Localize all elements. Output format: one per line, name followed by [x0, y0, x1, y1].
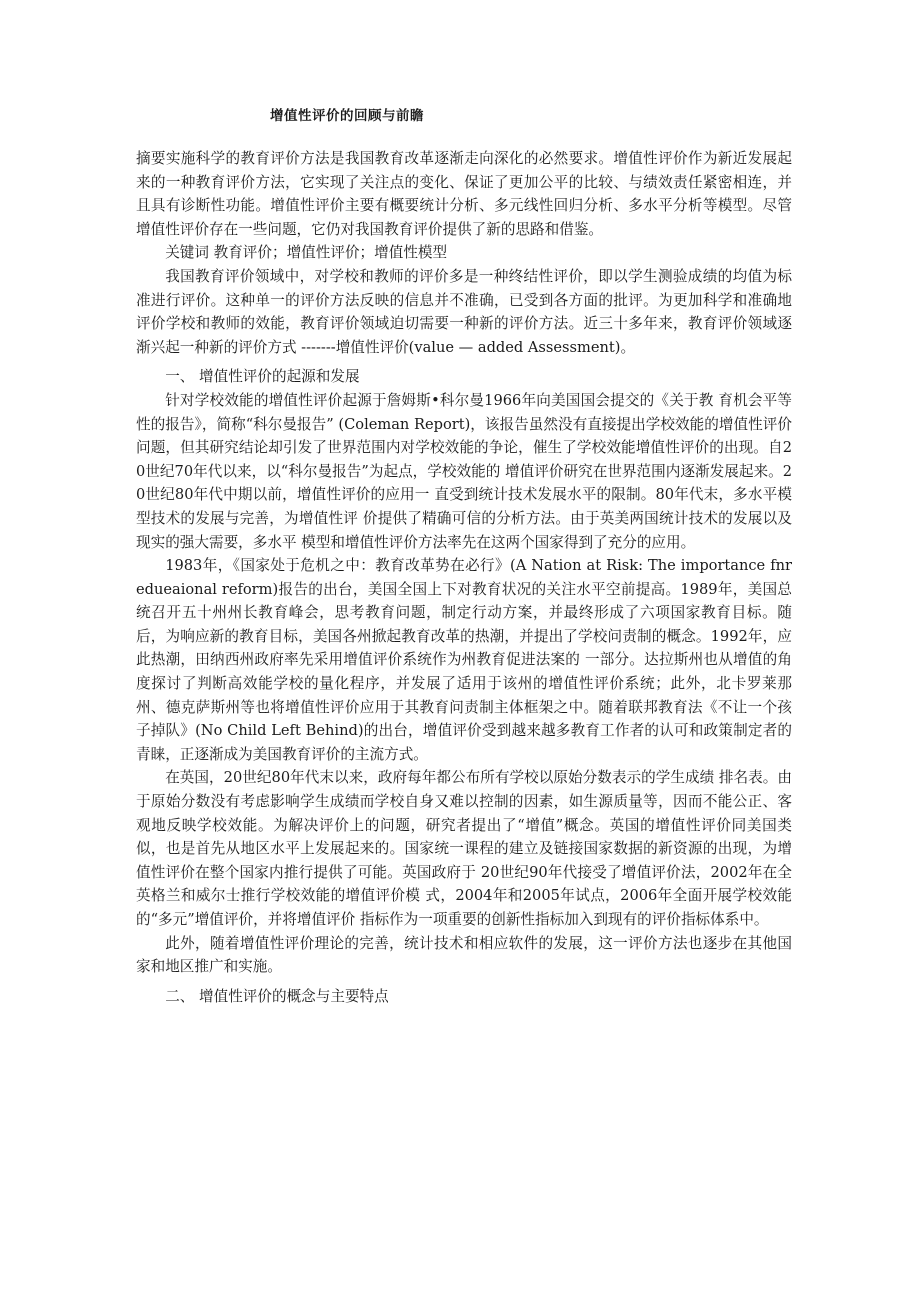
document-body [136, 147, 792, 1008]
keywords-paragraph: 关键词 教育评价；增值性评价；增值性模型 [165, 244, 448, 262]
origin-paragraph: 针对学校效能的增值性评价起源于詹姆斯•科尔曼1966年向美国国会提交的《关于教 育机会平等性的报告》，简称“科尔曼报告” (Coleman Report)，该报告虽然没有直接提出学校效能的增值性评价问题，但其研究结论却引发了世界范围内对学校效能的争论，催生了学校效能增值性评价的出现。自20世纪70年代以来，以“科尔曼报告”为起点，学校效能的 增值评价研究在世界范围内逐渐发展起来。20世纪80年代中期以前，增值性评价的应用一 直受到统计技术发展水平的限制。80年代末，多水平模型技术的发展与完善，为增值性评 价提供了精确可信的分析方法。由于英美两国统计技术的发展以及现实的强大需要，多水平 模型和增值性评价方法率先在这两个国家得到了充分的应用。 [136, 391, 792, 551]
intro-paragraph: 我国教育评价领域中，对学校和教师的评价多是一种终结性评价，即以学生测验成绩的均值为标准进行评价。这种单一的评价方法反映的信息并不准确，已受到各方面的批评。为更加科学和准确地评价学校和教师的效能，教育评价领域迫切需要一种新的评价方法。近三十多年来，教育评价领域逐渐兴起一种新的评价方式 -------增值性评价(value — added Assessment)。 [136, 267, 792, 356]
uk-paragraph: 在英国，20世纪80年代末以来，政府每年都公布所有学校以原始分数表示的学生成绩 排名表。由于原始分数没有考虑影响学生成绩而学校自身又难以控制的因素，如生源质量等，因而不能公正、客观地反映学校效能。为解决评价上的问题，研究者提出了“增值”概念。英国的增值性评价同美国类似，也是首先从地区水平上发展起来的。国家统一课程的建立及链接国家数据的新资源的出现，为增值性评价在整个国家内推行提供了可能。英国政府于 20世纪90年代接受了增值评价法，2002年在全英格兰和威尔士推行学校效能的增值评价模 式，2004年和2005年试点，2006年全面开展学校效能的“多元”增值评价，并将增值评价 指标作为一项重要的创新性指标加入到现有的评价指标体系中。 [136, 769, 792, 928]
section-heading-concept: 二、 增值性评价的概念与主要特点 [165, 987, 389, 1005]
usa-paragraph: 1983年，《国家处于危机之中：教育改革势在必行》(A Nation at Risk: The importance fnr edueaional reform)报告的出台，美国全国上下对教育状况的关注水平空前提高。1989年，美国总统召开五十州州长教育峰会，思考教育问题，制定行动方案，并最终形成了六项国家教育目标。随后，为响应新的教育目标，美国各州掀起教育改革的热潮，并提出了学校问责制的概念。1992年，应此热潮，田纳西州政府率先采用增值评价系统作为州教育促进法案的 一部分。达拉斯州也从增值的角度探讨了判断高效能学校的量化程序，并发展了适用于该州的增值性评价系统；此外，北卡罗莱那州、德克萨斯州等也将增值性评价应用于其教育问责制主体框架之中。随着联邦教育法《不让一个孩子掉队》(No Child Left Behind)的出台，增值评价受到越来越多教育工作者的认可和政策制定者的青睐，正逐渐成为美国教育评价的主流方式。 [136, 557, 792, 763]
abstract-paragraph: 摘要实施科学的教育评价方法是我国教育改革逐渐走向深化的必然要求。增值性评价作为新近发展起来的一种教育评价方法，它实现了关注点的变化、保证了更加公平的比较、与绩效责任紧密相连，并且具有诊断性功能。增值性评价主要有概要统计分析、多元线性回归分析、多水平分析等模型。尽管增值性评价存在一些问题，它仍对我国教育评价提供了新的思路和借鉴。 [136, 150, 792, 238]
other-countries-paragraph: 此外，随着增值性评价理论的完善，统计技术和相应软件的发展，这一评价方法也逐步在其他国家和地区推广和实施。 [136, 934, 792, 976]
section-heading-origin: 一、 增值性评价的起源和发展 [165, 368, 360, 386]
document-title: 增值性评价的回顾与前瞻 [270, 108, 424, 124]
